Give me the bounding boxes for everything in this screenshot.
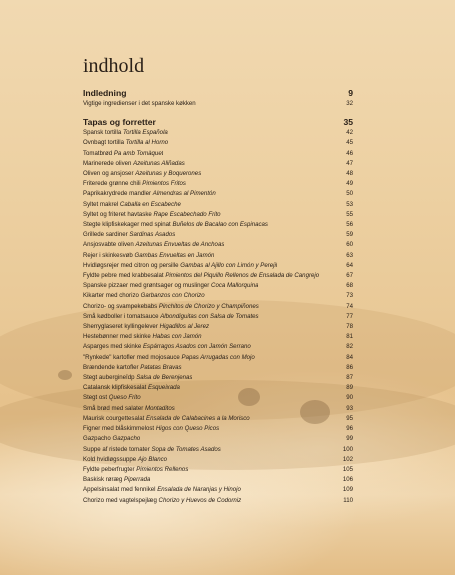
entry-text bbox=[83, 240, 224, 250]
entry-danish-title: Appelsinsalat med fennikel bbox=[83, 486, 156, 494]
toc-entry bbox=[83, 445, 353, 455]
entry-text bbox=[83, 179, 186, 189]
section-title: Tapas og forretter bbox=[83, 117, 156, 128]
entry-danish-title: Kold hvidløgssuppe bbox=[83, 455, 137, 463]
toc-entry bbox=[83, 424, 353, 434]
toc-entry bbox=[83, 240, 353, 250]
entry-spanish-title: Esqueixada bbox=[148, 384, 180, 392]
toc-entry bbox=[83, 373, 353, 383]
entry-page-number: 90 bbox=[346, 394, 353, 402]
toc-entry bbox=[83, 332, 353, 342]
entry-spanish-title: Higos con Queso Picos bbox=[155, 425, 220, 433]
entry-page-number: 86 bbox=[346, 363, 353, 371]
entry-text bbox=[83, 302, 259, 312]
entry-danish-title: Tomatbrød bbox=[83, 149, 113, 157]
toc-entry bbox=[83, 291, 353, 301]
entry-text bbox=[83, 281, 258, 291]
toc-entry bbox=[83, 434, 353, 444]
entry-spanish-title: Azeitunas y Boquerones bbox=[135, 170, 202, 178]
entry-text bbox=[83, 353, 255, 363]
entry-danish-title: "Rynkede" kartofler med mojosauce bbox=[83, 353, 180, 361]
toc-entry bbox=[83, 281, 353, 291]
entry-spanish-title: Ensalada de Naranjas y Hinojo bbox=[157, 486, 241, 494]
entry-danish-title: Spanske pizzaer med grøntsager og muslinger bbox=[83, 282, 210, 290]
entry-danish-title: Sherryglaseret kyllingelever bbox=[83, 323, 158, 331]
entry-page-number: 49 bbox=[346, 180, 353, 188]
entry-danish-title: Rejer i skinkesvøb bbox=[83, 251, 133, 259]
entry-danish-title: Stegt aubergineîdp bbox=[83, 374, 135, 382]
entry-page-number: 50 bbox=[346, 190, 353, 198]
toc-entry bbox=[83, 455, 353, 465]
entry-spanish-title: Ajo Blanco bbox=[137, 455, 168, 463]
entry-text bbox=[83, 404, 175, 414]
entry-page-number: 46 bbox=[346, 149, 353, 157]
entry-text bbox=[83, 220, 268, 230]
toc-entry bbox=[83, 99, 353, 109]
entry-danish-title: Friterede grønne chili bbox=[83, 180, 141, 188]
entry-text bbox=[83, 455, 167, 465]
toc-entry bbox=[83, 353, 353, 363]
entry-text bbox=[83, 383, 180, 393]
entry-page-number: 60 bbox=[346, 241, 353, 249]
entry-danish-title: Oliven og ansjoser bbox=[83, 170, 134, 178]
entry-danish-title: Syltet makrel bbox=[83, 200, 119, 208]
toc-entry bbox=[83, 465, 353, 475]
entry-page-number: 95 bbox=[346, 414, 353, 422]
entry-danish-title: Suppe af ristede tomater bbox=[83, 445, 150, 453]
toc-list bbox=[83, 99, 353, 109]
entry-spanish-title: Salsa de Berenjenas bbox=[136, 374, 193, 382]
entry-page-number: 109 bbox=[342, 486, 353, 494]
entry-page-number: 42 bbox=[346, 129, 353, 137]
entry-text bbox=[83, 445, 221, 455]
entry-spanish-title: Tortilla Española bbox=[122, 129, 168, 137]
entry-danish-title: Marinerede oliven bbox=[83, 159, 132, 167]
entry-danish-title: Paprikakrydrede mandler bbox=[83, 190, 152, 198]
entry-text bbox=[83, 291, 205, 301]
entry-danish-title: Små brød med salater bbox=[83, 404, 144, 412]
toc-entry bbox=[83, 485, 353, 495]
toc-section-introduction bbox=[83, 88, 353, 109]
entry-spanish-title: Albondiguitas con Salsa de Tomates bbox=[160, 312, 259, 320]
entry-spanish-title: Pinchitos de Chorizo y Champiñones bbox=[158, 302, 259, 310]
entry-spanish-title: Sardinas Asados bbox=[129, 231, 176, 239]
entry-danish-title: Stegte klipfiskekager med spinat bbox=[83, 221, 171, 229]
entry-text bbox=[83, 230, 175, 240]
entry-page-number: 84 bbox=[346, 353, 353, 361]
entry-text bbox=[83, 99, 196, 109]
entry-spanish-title: Tortilla al Horno bbox=[125, 139, 169, 147]
entry-spanish-title: Azeitunas Envueltas de Anchoas bbox=[135, 241, 225, 249]
entry-danish-title: Små kødboller i tomatsauce bbox=[83, 312, 159, 320]
toc-entry bbox=[83, 138, 353, 148]
toc-entry bbox=[83, 393, 353, 403]
entry-spanish-title: Patatas Bravas bbox=[140, 363, 182, 371]
entry-spanish-title: Caballa en Escabeche bbox=[119, 200, 181, 208]
entry-page-number: 47 bbox=[346, 159, 353, 167]
entry-danish-title: Grillede sardiner bbox=[83, 231, 128, 239]
entry-page-number: 64 bbox=[346, 261, 353, 269]
entry-page-number: 68 bbox=[346, 282, 353, 290]
entry-text bbox=[83, 496, 241, 506]
entry-danish-title: Gazpacho bbox=[83, 435, 111, 443]
toc-entry bbox=[83, 128, 353, 138]
toc-entry bbox=[83, 159, 353, 169]
entry-page-number: 96 bbox=[346, 425, 353, 433]
toc-entry bbox=[83, 210, 353, 220]
entry-text bbox=[83, 465, 188, 475]
entry-text bbox=[83, 159, 185, 169]
entry-text bbox=[83, 322, 209, 332]
entry-spanish-title: Sopa de Tomates Asados bbox=[151, 445, 221, 453]
entry-page-number: 106 bbox=[342, 476, 353, 484]
toc-entry bbox=[83, 363, 353, 373]
entry-spanish-title: Rape Escabechado Frito bbox=[153, 210, 221, 218]
entry-spanish-title: Queso Frito bbox=[108, 394, 141, 402]
entry-spanish-title: Gambas al Ajillo con Limón y Perejil bbox=[180, 261, 278, 269]
entry-danish-title: Ovnbagt tortilla bbox=[83, 139, 124, 147]
toc-entry bbox=[83, 251, 353, 261]
entry-page-number: 99 bbox=[346, 435, 353, 443]
entry-text bbox=[83, 169, 201, 179]
entry-page-number: 67 bbox=[346, 272, 353, 280]
entry-page-number: 74 bbox=[346, 302, 353, 310]
entry-text bbox=[83, 312, 259, 322]
entry-text bbox=[83, 149, 163, 159]
entry-text bbox=[83, 189, 216, 199]
toc-entry bbox=[83, 179, 353, 189]
entry-page-number: 78 bbox=[346, 323, 353, 331]
entry-page-number: 73 bbox=[346, 292, 353, 300]
entry-text bbox=[83, 414, 250, 424]
entry-spanish-title: Gambas Envueltas en Jamón bbox=[134, 251, 215, 259]
entry-spanish-title: Gazpacho bbox=[112, 435, 141, 443]
entry-page-number: 32 bbox=[346, 100, 353, 107]
entry-spanish-title: Pimientos del Piquillo Rellenos de Ensalada de Cangrejo bbox=[165, 272, 320, 280]
entry-page-number: 63 bbox=[346, 251, 353, 259]
toc-entry bbox=[83, 414, 353, 424]
entry-page-number: 102 bbox=[342, 455, 353, 463]
entry-danish-title: Maurisk courgettesalat bbox=[83, 414, 145, 422]
entry-page-number: 77 bbox=[346, 312, 353, 320]
section-heading bbox=[83, 117, 353, 128]
entry-danish-title: Brændende kartofler bbox=[83, 363, 139, 371]
page-title: indhold bbox=[83, 55, 145, 77]
entry-danish-title: Vigtige ingredienser i det spanske køkken bbox=[83, 100, 196, 107]
toc-entry bbox=[83, 169, 353, 179]
toc-entry bbox=[83, 189, 353, 199]
entry-spanish-title: Papas Arrugadas con Mojo bbox=[181, 353, 255, 361]
entry-text bbox=[83, 373, 192, 383]
entry-danish-title: Figner med blåskimmelost bbox=[83, 425, 155, 433]
entry-text bbox=[83, 210, 221, 220]
entry-spanish-title: Piperrada bbox=[123, 476, 151, 484]
background-tree bbox=[58, 370, 72, 380]
entry-text bbox=[83, 271, 319, 281]
entry-spanish-title: Buñelos de Bacalao con Espinacas bbox=[172, 221, 268, 229]
entry-text bbox=[83, 261, 277, 271]
entry-text bbox=[83, 332, 202, 342]
entry-text bbox=[83, 200, 181, 210]
entry-danish-title: Chorizo- og svampekebabs bbox=[83, 302, 158, 310]
entry-text bbox=[83, 485, 241, 495]
toc-entry bbox=[83, 200, 353, 210]
entry-spanish-title: Pimientos Fritos bbox=[142, 180, 186, 188]
entry-danish-title: Spansk tortilla bbox=[83, 129, 122, 137]
entry-text bbox=[83, 393, 141, 403]
toc-entry bbox=[83, 220, 353, 230]
section-heading bbox=[83, 88, 353, 99]
entry-text bbox=[83, 434, 140, 444]
entry-page-number: 48 bbox=[346, 170, 353, 178]
entry-danish-title: Asparges med skinke bbox=[83, 343, 142, 351]
entry-danish-title: Hestebønner med skinke bbox=[83, 333, 151, 341]
section-title: Indledning bbox=[83, 88, 127, 98]
toc-entry bbox=[83, 230, 353, 240]
entry-text bbox=[83, 363, 182, 373]
toc-entry bbox=[83, 312, 353, 322]
entry-page-number: 45 bbox=[346, 139, 353, 147]
entry-text bbox=[83, 128, 168, 138]
entry-spanish-title: Azeitunas Aliñadas bbox=[133, 159, 185, 167]
entry-danish-title: Catalansk klipfiskesalat bbox=[83, 384, 147, 392]
entry-page-number: 53 bbox=[346, 200, 353, 208]
table-of-contents bbox=[83, 56, 353, 506]
toc-entry bbox=[83, 302, 353, 312]
entry-page-number: 82 bbox=[346, 343, 353, 351]
entry-spanish-title: Pimientos Rellenos bbox=[136, 465, 189, 473]
entry-spanish-title: Coca Mallorquina bbox=[211, 282, 259, 290]
entry-danish-title: Ansjosvabte oliven bbox=[83, 241, 134, 249]
toc-entry bbox=[83, 271, 353, 281]
entry-spanish-title: Garbanzos con Chorizo bbox=[140, 292, 205, 300]
toc-section-tapas bbox=[83, 117, 353, 506]
entry-danish-title: Kikarter med chorizo bbox=[83, 292, 139, 300]
entry-page-number: 93 bbox=[346, 404, 353, 412]
section-page: 35 bbox=[343, 117, 353, 128]
entry-danish-title: Chorizo med vagtelspejlæg bbox=[83, 496, 157, 504]
entry-text bbox=[83, 342, 251, 352]
toc-entry bbox=[83, 149, 353, 159]
entry-text bbox=[83, 138, 168, 148]
toc-entry bbox=[83, 475, 353, 485]
entry-page-number: 105 bbox=[342, 465, 353, 473]
entry-spanish-title: Pa amb Tomàquet bbox=[113, 149, 164, 157]
entry-danish-title: Fyldte peberfrugter bbox=[83, 465, 135, 473]
entry-page-number: 56 bbox=[346, 221, 353, 229]
entry-danish-title: Baskisk røræg bbox=[83, 476, 123, 484]
toc-list bbox=[83, 128, 353, 506]
entry-page-number: 89 bbox=[346, 384, 353, 392]
entry-spanish-title: Habas con Jamón bbox=[152, 333, 202, 341]
entry-page-number: 81 bbox=[346, 333, 353, 341]
entry-text bbox=[83, 424, 219, 434]
entry-page-number: 55 bbox=[346, 210, 353, 218]
toc-entry bbox=[83, 342, 353, 352]
entry-page-number: 110 bbox=[343, 496, 353, 504]
entry-danish-title: Hvidløgsrejer med citron og persille bbox=[83, 261, 179, 269]
entry-spanish-title: Espárragos Asados con Jamón Serrano bbox=[142, 343, 251, 351]
entry-page-number: 87 bbox=[346, 374, 353, 382]
entry-text bbox=[83, 251, 214, 261]
toc-entry bbox=[83, 383, 353, 393]
entry-spanish-title: Almendras al Pimentón bbox=[152, 190, 216, 198]
entry-text bbox=[83, 475, 150, 485]
toc-entry bbox=[83, 322, 353, 332]
entry-danish-title: Syltet og friteret havtaske bbox=[83, 210, 152, 218]
entry-page-number: 100 bbox=[342, 445, 353, 453]
entry-danish-title: Fyldte pebre med krabbesalat bbox=[83, 272, 164, 280]
entry-spanish-title: Montaditos bbox=[145, 404, 175, 412]
section-page: 9 bbox=[348, 88, 353, 98]
entry-spanish-title: Ensalada de Calabacines a la Morisco bbox=[146, 414, 250, 422]
entry-page-number: 59 bbox=[346, 231, 353, 239]
toc-entry bbox=[83, 496, 353, 506]
entry-spanish-title: Higadillos al Jerez bbox=[159, 323, 210, 331]
toc-entry bbox=[83, 261, 353, 271]
entry-spanish-title: Chorizo y Huevos de Codorniz bbox=[158, 496, 242, 504]
toc-entry bbox=[83, 404, 353, 414]
entry-danish-title: Stegt ost bbox=[83, 394, 108, 402]
